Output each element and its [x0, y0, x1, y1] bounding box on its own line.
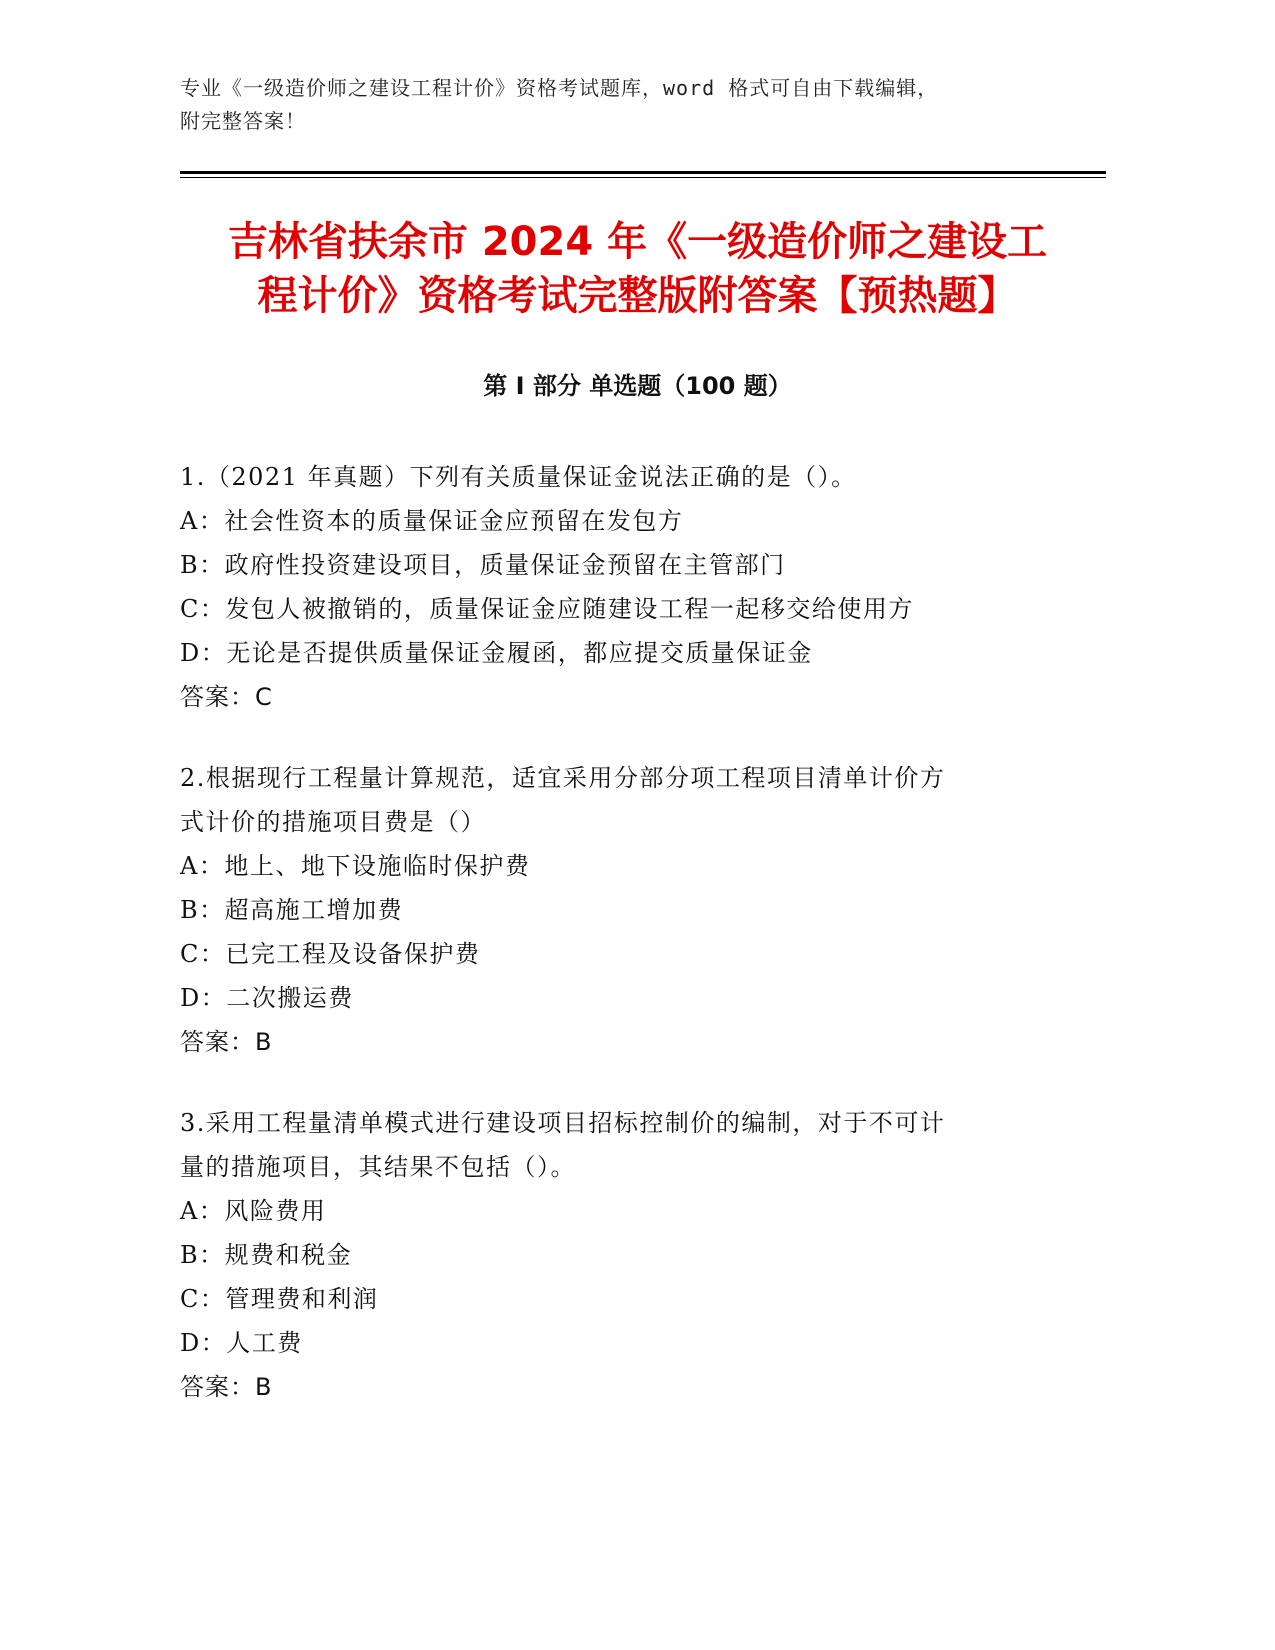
question-1-option-d: D：无论是否提供质量保证金履函，都应提交质量保证金: [180, 639, 813, 667]
question-2-option-b: B：超高施工增加费: [180, 896, 404, 924]
question-2-option-a: A：地上、地下设施临时保护费: [180, 852, 531, 880]
question-2-option-c: C：已完工程及设备保护费: [180, 940, 481, 968]
question-2-option-d: D：二次搬运费: [180, 984, 354, 1012]
question-3-answer: 答案：B: [180, 1373, 273, 1401]
question-1-option-b: B：政府性投资建设项目，质量保证金预留在主管部门: [180, 551, 786, 579]
question-list: [180, 455, 1060, 1446]
question-2-stem-line-2: 式计价的措施项目费是（）: [180, 808, 486, 836]
document-title-line-2: 程计价》资格考试完整版附答案【预热题】: [257, 273, 1018, 319]
question-2-stem-line-1: 2.根据现行工程量计算规范，适宜采用分部分项工程项目清单计价方: [180, 764, 946, 792]
question-3-option-c: C：管理费和利润: [180, 1285, 379, 1313]
document-title: [180, 215, 1095, 323]
section-title: 第 I 部分 单选题（100 题）: [483, 372, 792, 400]
question-1-stem-line-1: 1.（2021 年真题）下列有关质量保证金说法正确的是（）。: [180, 463, 857, 491]
question-3-option-a: A：风险费用: [180, 1197, 327, 1225]
header-divider-thick: [180, 171, 1106, 174]
header-note: [180, 72, 1060, 138]
question-3-stem-line-1: 3.采用工程量清单模式进行建设项目招标控制价的编制，对于不可计: [180, 1109, 946, 1137]
header-note-line-1: 专业《一级造价师之建设工程计价》资格考试题库，word 格式可自由下载编辑，: [180, 76, 939, 100]
question-1-option-a: A：社会性资本的质量保证金应预留在发包方: [180, 507, 684, 535]
question-3: [180, 1101, 1060, 1409]
question-3-option-b: B：规费和税金: [180, 1241, 353, 1269]
question-2-answer: 答案：B: [180, 1028, 273, 1056]
question-1-answer: 答案：C: [180, 683, 273, 711]
question-3-stem-line-2: 量的措施项目，其结果不包括（）。: [180, 1153, 576, 1181]
document-title-line-1: 吉林省扶余市 2024 年《一级造价师之建设工: [227, 219, 1048, 265]
question-3-option-d: D：人工费: [180, 1329, 303, 1357]
question-1: [180, 455, 1060, 719]
question-2: [180, 756, 1060, 1064]
header-divider-thin: [180, 177, 1106, 178]
question-1-option-c: C：发包人被撤销的，质量保证金应随建设工程一起移交给使用方: [180, 595, 914, 623]
header-note-line-2: 附完整答案！: [180, 109, 306, 133]
